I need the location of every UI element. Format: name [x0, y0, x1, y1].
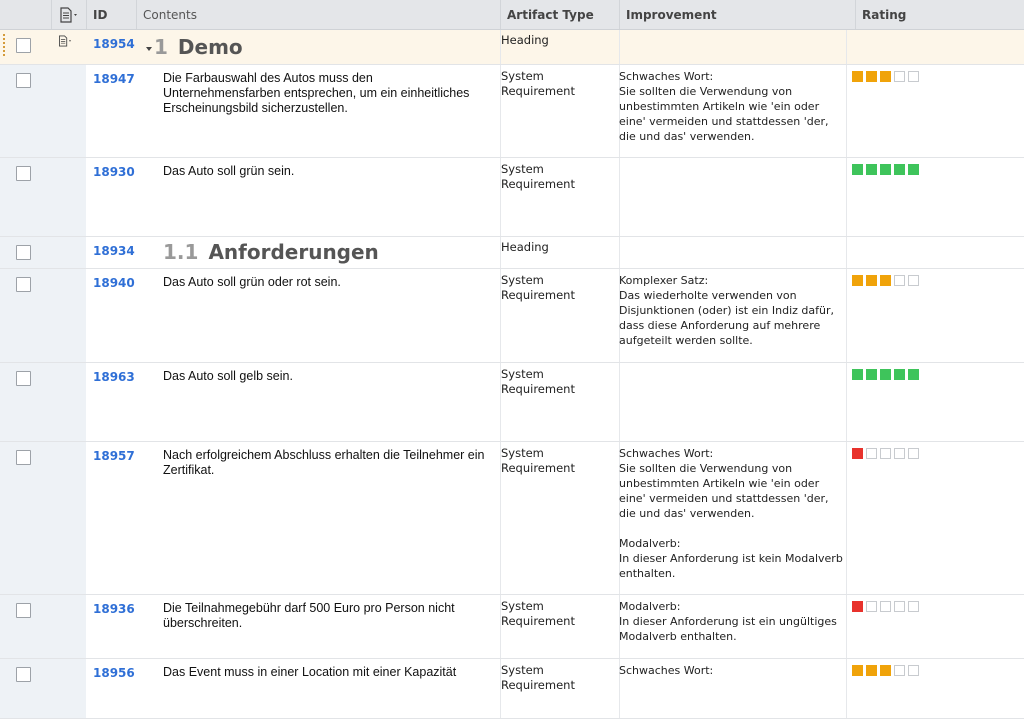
artifact-type: System Requirement	[501, 162, 575, 191]
rating-square-filled	[852, 448, 863, 459]
table-row[interactable]	[0, 30, 1024, 65]
artifact-type: System Requirement	[501, 663, 575, 692]
improvement-text: Schwaches Wort: Sie sollten die Verwendung von unbestimmten Artikeln wie 'ein oder eine' vermeiden und stattdessen 'der, die und das' verwenden. Modalverb: In dieser Anforderung ist kein Modalverb enthalten.	[619, 447, 843, 580]
rating-indicator	[852, 448, 919, 459]
requirement-text[interactable]: Die Teilnahmegebühr darf 500 Euro pro Person nicht überschreiten.	[163, 601, 455, 630]
header-id[interactable]: ID	[86, 0, 136, 29]
column-divider	[846, 659, 847, 718]
artifact-id-link[interactable]: 18934	[93, 244, 135, 258]
column-divider	[846, 158, 847, 236]
collapse-toggle-icon[interactable]	[146, 47, 152, 51]
requirement-text[interactable]: Das Auto soll grün oder rot sein.	[163, 275, 341, 289]
row-checkbox[interactable]	[16, 277, 31, 292]
requirement-text[interactable]: Nach erfolgreichem Abschluss erhalten die Teilnehmer ein Zertifikat.	[163, 448, 485, 477]
section-heading[interactable]	[163, 240, 379, 264]
rating-square-filled	[852, 71, 863, 82]
rating-indicator	[852, 369, 919, 380]
rating-square-empty	[894, 665, 905, 676]
header-improvement[interactable]: Improvement	[619, 0, 855, 29]
rating-square-empty	[894, 275, 905, 286]
artifact-type: System Requirement	[501, 273, 575, 302]
rating-square-filled	[852, 369, 863, 380]
row-checkbox[interactable]	[16, 603, 31, 618]
row-checkbox[interactable]	[16, 38, 31, 53]
rating-square-filled	[880, 275, 891, 286]
header-select-col	[0, 0, 51, 29]
rating-square-empty	[880, 448, 891, 459]
rating-square-empty	[908, 448, 919, 459]
rating-indicator	[852, 164, 919, 175]
row-checkbox[interactable]	[16, 667, 31, 682]
requirement-text[interactable]: Die Farbauswahl des Autos muss den Unternehmensfarben entsprechen, um ein einheitliches Erscheinungsbild sicherzustellen.	[163, 71, 470, 115]
rating-square-filled	[852, 665, 863, 676]
artifact-type: System Requirement	[501, 446, 575, 475]
artifact-type: System Requirement	[501, 367, 575, 396]
rating-square-empty	[908, 275, 919, 286]
column-divider	[846, 237, 847, 268]
artifact-type: System Requirement	[501, 69, 575, 98]
artifact-id-link[interactable]: 18936	[93, 602, 135, 616]
rating-square-empty	[908, 665, 919, 676]
rating-square-empty	[908, 601, 919, 612]
rating-square-filled	[880, 369, 891, 380]
heading-title: Anforderungen	[208, 240, 379, 264]
column-divider	[619, 363, 620, 441]
rating-square-filled	[880, 164, 891, 175]
rating-square-empty	[908, 71, 919, 82]
table-row[interactable]	[0, 595, 1024, 659]
requirement-text[interactable]: Das Auto soll grün sein.	[163, 164, 295, 178]
row-gutter	[0, 65, 86, 157]
table-row[interactable]	[0, 659, 1024, 719]
row-gutter	[0, 363, 86, 441]
document-menu-icon[interactable]	[59, 7, 81, 23]
rating-square-filled	[852, 601, 863, 612]
artifact-type: Heading	[501, 240, 549, 254]
row-gutter	[0, 442, 86, 594]
requirement-text[interactable]: Das Auto soll gelb sein.	[163, 369, 293, 383]
row-gutter	[0, 237, 86, 268]
rating-square-filled	[866, 665, 877, 676]
artifact-type: System Requirement	[501, 599, 575, 628]
artifact-id-link[interactable]: 18954	[93, 37, 135, 51]
row-checkbox[interactable]	[16, 166, 31, 181]
artifact-id-link[interactable]: 18963	[93, 370, 135, 384]
rating-square-filled	[908, 164, 919, 175]
table-row[interactable]	[0, 65, 1024, 158]
artifact-id-link[interactable]: 18956	[93, 666, 135, 680]
row-checkbox[interactable]	[16, 371, 31, 386]
rating-square-filled	[894, 164, 905, 175]
column-divider	[619, 30, 620, 64]
rating-indicator	[852, 665, 919, 676]
row-gutter	[0, 659, 86, 718]
header-contents[interactable]: Contents	[136, 0, 500, 29]
rating-square-empty	[866, 601, 877, 612]
row-checkbox[interactable]	[16, 450, 31, 465]
column-divider	[846, 30, 847, 64]
rating-square-empty	[894, 71, 905, 82]
improvement-text: Modalverb: In dieser Anforderung ist ein ungültiges Modalverb enthalten.	[619, 600, 837, 643]
improvement-text: Schwaches Wort:	[619, 664, 714, 677]
rating-indicator	[852, 71, 919, 82]
table-row[interactable]	[0, 269, 1024, 363]
artifact-id-link[interactable]: 18947	[93, 72, 135, 86]
row-gutter	[0, 595, 86, 658]
header-doc-col[interactable]	[51, 0, 86, 29]
column-divider	[846, 442, 847, 594]
rating-square-filled	[894, 369, 905, 380]
rating-indicator	[852, 601, 919, 612]
header-rating[interactable]: Rating	[855, 0, 1024, 29]
column-divider	[846, 595, 847, 658]
improvement-text: Schwaches Wort: Sie sollten die Verwendung von unbestimmten Artikeln wie 'ein oder eine' vermeiden und stattdessen 'der, die und das' verwenden.	[619, 70, 829, 143]
rating-square-filled	[866, 71, 877, 82]
table-row[interactable]	[0, 363, 1024, 442]
section-heading[interactable]	[146, 35, 243, 59]
artifact-id-link[interactable]: 18957	[93, 449, 135, 463]
rating-square-empty	[894, 601, 905, 612]
row-checkbox[interactable]	[16, 245, 31, 260]
artifact-type: Heading	[501, 33, 549, 47]
rating-indicator	[852, 275, 919, 286]
rating-square-filled	[852, 164, 863, 175]
heading-number: 1.1	[163, 240, 199, 264]
improvement-text: Komplexer Satz: Das wiederholte verwenden von Disjunktionen (oder) ist ein Indiz dafür, dass diese Anforderung auf mehrere aufgeteilt werden sollte.	[619, 274, 835, 347]
heading-number: 1	[154, 35, 168, 59]
artifact-id-link[interactable]: 18930	[93, 165, 135, 179]
rating-square-filled	[866, 369, 877, 380]
row-gutter	[0, 269, 86, 362]
grid-header	[0, 0, 1024, 30]
rating-square-empty	[880, 601, 891, 612]
column-divider	[846, 269, 847, 362]
column-divider	[846, 65, 847, 157]
rating-square-filled	[880, 71, 891, 82]
table-row[interactable]	[0, 158, 1024, 237]
rating-square-filled	[866, 164, 877, 175]
table-row[interactable]	[0, 442, 1024, 595]
heading-title: Demo	[177, 35, 243, 59]
rating-square-filled	[852, 275, 863, 286]
rating-square-filled	[908, 369, 919, 380]
column-divider	[619, 158, 620, 236]
row-gutter	[0, 158, 86, 236]
column-divider	[846, 363, 847, 441]
rating-square-empty	[894, 448, 905, 459]
artifact-id-link[interactable]: 18940	[93, 276, 135, 290]
row-checkbox[interactable]	[16, 73, 31, 88]
drag-handle-icon[interactable]	[3, 34, 8, 58]
rating-square-filled	[866, 275, 877, 286]
header-artifact-type[interactable]: Artifact Type	[500, 0, 619, 29]
requirement-text[interactable]: Das Event muss in einer Location mit einer Kapazität	[163, 665, 457, 679]
rating-square-filled	[880, 665, 891, 676]
rating-square-empty	[866, 448, 877, 459]
column-divider	[619, 237, 620, 268]
table-row[interactable]	[0, 237, 1024, 269]
row-document-menu-icon[interactable]	[58, 34, 74, 48]
